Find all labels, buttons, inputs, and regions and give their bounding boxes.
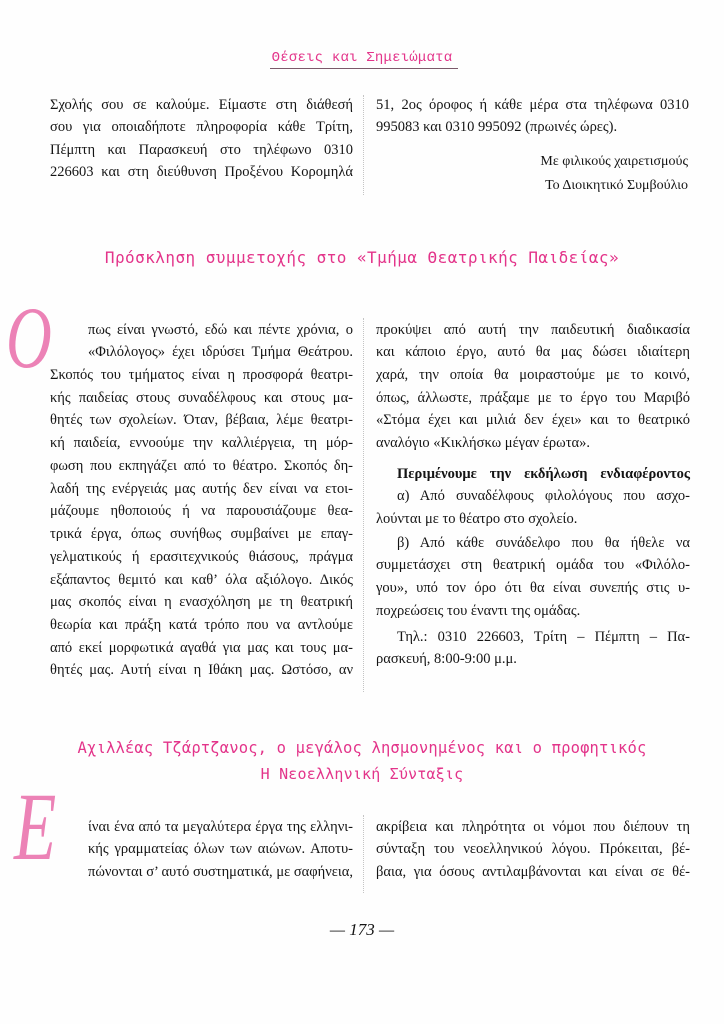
article2-left-column — [50, 816, 353, 884]
body-line: όπως, άλλωστε, πράξαμε με το έργο του Μαριβό — [376, 389, 690, 406]
running-head-rule — [270, 68, 458, 69]
body-line: προκύψει από αυτή την παιδευτική διαδικασία — [376, 321, 690, 338]
body-line: και κάποιο έργο, αυτό θα μας δώσει ιδιαίτερη — [376, 344, 690, 361]
running-head: Θέσεις και Σημειώματα — [271, 50, 453, 66]
body-line: σου για οποιαδήποτε πληροφορία κάθε Τρίτη, — [50, 119, 353, 136]
body-line: Πέμπτη και Παρασκευή στο τηλέφωνο 0310 — [50, 141, 353, 158]
body-line: θητές μας. Αυτή είναι η Ιθάκη μας. Ωστόσο, αν — [50, 662, 353, 679]
body-line: αναλόγιο «Κικλήσκω μέγαν έρωτα». — [376, 435, 591, 452]
body-line: θητές των σχολείων. Όταν, βέβαια, λέμε θεατρι- — [50, 412, 353, 429]
signature: Το Διοικητικό Συμβούλιο — [545, 178, 688, 193]
body-line: πως είναι γνωστό, εδώ και πέντε χρόνια, ο — [88, 321, 353, 338]
body-line: «Στόμα έχει και μιλιά δεν έχει» και το θεατρικό — [376, 412, 690, 429]
body-line: εξάπαντος θεμιτό και καθ’ όλα αξιόλογο. Δικός — [50, 571, 353, 588]
article1-left-column — [50, 319, 353, 683]
body-line: φωση που εκπηγάζει από το θέατρο. Σκοπός δη- — [50, 457, 353, 474]
column-divider — [363, 95, 364, 195]
body-line: θεωρία και πράξη κατά τρόπο που να αντλούμε — [50, 616, 353, 633]
page-number: — 173 — — [329, 920, 395, 939]
article-subtitle: Η Νεοελληνική Σύνταξις — [260, 765, 464, 783]
body-line: 995083 και 0310 995092 (πρωινές ώρες). — [376, 119, 618, 136]
body-line: ακρίβεια και πληρότητα οι νόμοι που διέπουν τη — [376, 818, 690, 835]
body-line: βαια, για όσους αντιλαμβάνονται και είναι σε θέ- — [376, 863, 690, 880]
body-line: 226603 και στη διεύθυνση Προξένου Κορομηλά — [50, 164, 353, 181]
callout-heading: Περιμένουμε την εκδήλωση ενδιαφέροντος — [397, 465, 690, 482]
drop-cap: Ο — [6, 290, 52, 387]
body-line: τρικά έργα, όπως συνήθως συμβαίνει με επαγ- — [50, 526, 353, 543]
body-line: κή παιδεία, εννοούμε την καλλιέργεια, τη μόρ- — [50, 435, 353, 452]
body-line: από εκεί μορφωτικά αγαθά για μας και τους μα- — [50, 639, 353, 656]
body-line: «Φιλόλογος» έχει ιδρύσει Τμήμα Θεάτρου. — [88, 344, 353, 361]
intro-right-column — [376, 94, 689, 139]
article-title: Πρόσκληση συμμετοχής στο «Τμήμα Θεατρικής Παιδείας» — [104, 248, 620, 267]
body-line: πώνονται σ’ αυτό συστηματικά, με σαφήνεια, — [88, 863, 353, 880]
option-b-line: συμμετάσχει στη θεατρική ομάδα του «Φιλόλο- — [376, 557, 690, 574]
closing-greeting: Με φιλικούς χαιρετισμούς — [540, 154, 688, 169]
article2-right-column — [376, 816, 690, 884]
body-line: μάζουμε ηθοποιούς ή να παρουσιάζουμε θεα- — [50, 503, 353, 520]
body-line: χαρά, την οποία θα μοιραστούμε με το κοινό, — [376, 367, 690, 384]
option-a-line: λούνται με το θέατρο στο σχολείο. — [376, 510, 578, 527]
drop-cap: Ε — [14, 773, 57, 880]
body-line: μας σκοπός είναι η ενασχόληση με τη θεατρική — [50, 594, 353, 611]
body-line: σύνταξη του νεοελληνικού λόγου. Πρόκειται, βέ- — [376, 841, 690, 858]
body-line: Σχολής σου σε καλούμε. Είμαστε στη διάθεσή — [50, 96, 353, 113]
intro-left-column — [50, 94, 353, 184]
body-line: Σκοπός του τμήματος είναι η προσφορά θεατρι- — [50, 367, 353, 384]
column-divider — [363, 318, 364, 692]
contact-line: Τηλ.: 0310 226603, Τρίτη – Πέμπτη – Πα- — [397, 628, 690, 645]
body-line: κής γραμματείας όλων των αιώνων. Αποτυ- — [88, 841, 353, 858]
article-title: Αχιλλέας Τζάρτζανος, ο μεγάλος λησμονημένος και ο προφητικός — [77, 739, 647, 757]
option-b-line: ποχρεώσεις του έναντι της ομάδας. — [376, 602, 581, 619]
body-line: κής παιδείας στους συναδέλφους και στους μα- — [50, 389, 353, 406]
body-line: λαδή της ενέργειάς μας αυτής δεν είναι να ετοι- — [50, 480, 353, 497]
body-line: γελματικούς ή ερασιτεχνικούς θιάσους, πράγμα — [50, 548, 353, 565]
column-divider — [363, 815, 364, 893]
option-b-line: γου», υπό τον όρο ότι θα είναι συνεπής στις υ- — [376, 580, 690, 597]
contact-line: ρασκευή, 8:00-9:00 μ.μ. — [376, 651, 517, 668]
option-a-line: α) Από συναδέλφους φιλολόγους που ασχο- — [397, 488, 690, 505]
body-line: 51, 2ος όροφος ή κάθε μέρα στα τηλέφωνα 0310 — [376, 96, 689, 113]
body-line: ίναι ένα από τα μεγαλύτερα έργα της ελληνι- — [88, 818, 353, 835]
article1-right-column — [376, 319, 690, 671]
option-b-line: β) Από κάθε συνάδελφο που θα ήθελε να — [397, 534, 690, 551]
